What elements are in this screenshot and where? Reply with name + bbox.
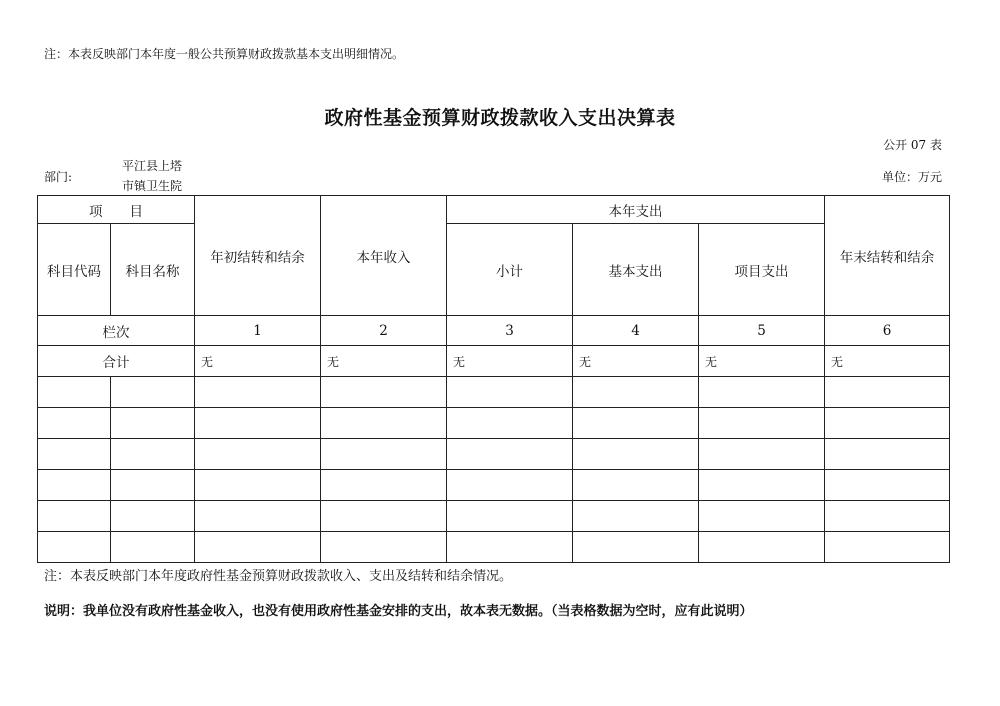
column-number: 1 [195, 316, 321, 346]
top-note: 注：本表反映部门本年度一般公共预算财政拨款基本支出明细情况。 [44, 47, 405, 61]
table-cell [321, 532, 447, 563]
column-number: 6 [825, 316, 950, 346]
table-row [38, 377, 950, 408]
column-number: 5 [699, 316, 825, 346]
table-cell [699, 377, 825, 408]
table-cell [38, 408, 111, 439]
table-cell [195, 377, 321, 408]
table-cell [195, 408, 321, 439]
header-basic: 基本支出 [573, 224, 699, 316]
header-expense: 本年支出 [447, 196, 825, 224]
total-label: 合计 [38, 346, 195, 377]
header-opening-balance: 年初结转和结余 [195, 196, 321, 316]
table-cell [573, 377, 699, 408]
table-cell [38, 501, 111, 532]
table-cell [38, 439, 111, 470]
table-row [38, 532, 950, 563]
table-cell [321, 470, 447, 501]
table-cell [111, 532, 195, 563]
table-cell [111, 377, 195, 408]
total-value: 无 [825, 346, 950, 377]
header-item: 项 目 [38, 196, 195, 224]
total-row [38, 346, 950, 377]
column-index-label: 栏次 [38, 316, 195, 346]
header-name: 科目名称 [111, 224, 195, 316]
column-number: 3 [447, 316, 573, 346]
table-cell [447, 532, 573, 563]
header-income: 本年收入 [321, 196, 447, 316]
table-cell [573, 470, 699, 501]
total-value: 无 [573, 346, 699, 377]
table-cell [38, 377, 111, 408]
table-cell [195, 532, 321, 563]
table-cell [699, 470, 825, 501]
table-cell [447, 408, 573, 439]
table-cell [699, 408, 825, 439]
table-cell [573, 532, 699, 563]
table-cell [573, 501, 699, 532]
table-cell [825, 377, 950, 408]
table-cell [321, 439, 447, 470]
total-value: 无 [321, 346, 447, 377]
table-row [38, 408, 950, 439]
budget-table [37, 195, 950, 563]
table-cell [38, 470, 111, 501]
header-closing-balance: 年末结转和结余 [825, 196, 950, 316]
table-cell [321, 408, 447, 439]
unit-label: 单位：万元 [881, 170, 942, 184]
table-cell [111, 501, 195, 532]
table-cell [699, 532, 825, 563]
table-cell [195, 470, 321, 501]
table-cell [447, 470, 573, 501]
department-name: 平江县上塔市镇卫生院 [122, 159, 183, 193]
table-cell [195, 501, 321, 532]
table-cell [825, 439, 950, 470]
header-subtotal: 小计 [447, 224, 573, 316]
table-cell [195, 439, 321, 470]
table-cell [447, 377, 573, 408]
table-cell [447, 439, 573, 470]
table-row [38, 501, 950, 532]
table-cell [699, 501, 825, 532]
table-cell [573, 408, 699, 439]
column-number: 4 [573, 316, 699, 346]
total-value: 无 [699, 346, 825, 377]
table-cell [111, 439, 195, 470]
table-row [38, 470, 950, 501]
total-value: 无 [195, 346, 321, 377]
table-cell [38, 532, 111, 563]
table-cell [321, 501, 447, 532]
table-cell [825, 408, 950, 439]
form-number: 公开 07 表 [883, 138, 942, 152]
page-title: 政府性基金预算财政拨款收入支出决算表 [324, 107, 676, 129]
table-cell [111, 470, 195, 501]
column-number: 2 [321, 316, 447, 346]
table-cell [825, 470, 950, 501]
total-value: 无 [447, 346, 573, 377]
table-cell [825, 501, 950, 532]
table-cell [699, 439, 825, 470]
header-project: 项目支出 [699, 224, 825, 316]
table-cell [111, 408, 195, 439]
empty-rows [38, 377, 950, 563]
department-label: 部门: [44, 170, 73, 184]
table-cell [447, 501, 573, 532]
column-index-row [38, 316, 950, 346]
table-cell [825, 532, 950, 563]
table-cell [573, 439, 699, 470]
footnote: 注：本表反映部门本年度政府性基金预算财政拨款收入、支出及结转和结余情况。 [44, 569, 513, 584]
table-row [38, 439, 950, 470]
table-cell [321, 377, 447, 408]
header-code: 科目代码 [38, 224, 111, 316]
explanation-note: 说明：我单位没有政府性基金收入，也没有使用政府性基金安排的支出，故本表无数据。（当表格数据为空时，应有此说明） [44, 604, 753, 619]
